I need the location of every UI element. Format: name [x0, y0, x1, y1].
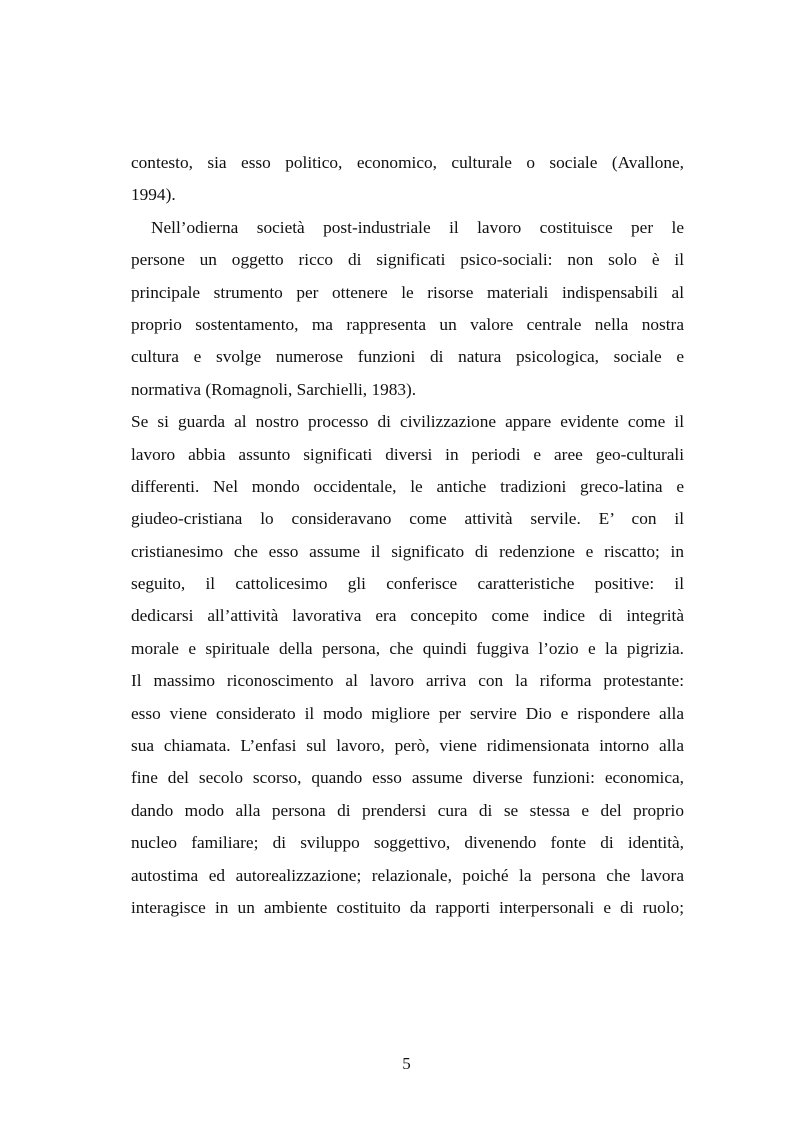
text-line: Se si guarda al nostro processo di civilizzazione appare evidente come il	[131, 412, 684, 432]
text-line: Il massimo riconoscimento al lavoro arriva con la riforma protestante:	[131, 671, 684, 691]
text-line: esso viene considerato il modo migliore per servire Dio e rispondere alla	[131, 703, 684, 723]
text-line: persone un oggetto ricco di significati psico-sociali: non solo è il	[131, 250, 684, 270]
text-line: giudeo-cristiana lo consideravano come attività servile. E’ con il	[131, 509, 684, 529]
text-line: autostima ed autorealizzazione; relazionale, poiché la persona che lavora	[131, 865, 684, 885]
text-line: interagisce in un ambiente costituito da rapporti interpersonali e di ruolo;	[131, 897, 684, 917]
text-line: seguito, il cattolicesimo gli conferisce caratteristiche positive: il	[131, 574, 684, 594]
text-line: 1994).	[131, 185, 176, 205]
text-line: lavoro abbia assunto significati diversi in periodi e aree geo-culturali	[131, 444, 684, 464]
paragraph-3	[131, 406, 684, 924]
text-line: contesto, sia esso politico, economico, culturale o sociale (Avallone,	[131, 153, 684, 172]
text-line: normativa (Romagnoli, Sarchielli, 1983).	[131, 379, 417, 399]
text-line: proprio sostentamento, ma rappresenta un valore centrale nella nostra	[131, 314, 684, 334]
text-line: Nell’odierna società post-industriale il lavoro costituisce per le	[151, 217, 684, 237]
text-line: cristianesimo che esso assume il significato di redenzione e riscatto; in	[131, 541, 684, 561]
text-line: fine del secolo scorso, quando esso assume diverse funzioni: economica,	[131, 768, 684, 788]
paragraph-1	[131, 147, 684, 212]
text-line: morale e spirituale della persona, che quindi fuggiva l’ozio e la pigrizia.	[131, 638, 684, 658]
page-number: 5	[402, 1054, 411, 1073]
text-line: nucleo familiare; di sviluppo soggettivo, divenendo fonte di identità,	[131, 833, 684, 853]
page-body	[131, 147, 684, 924]
text-line: cultura e svolge numerose funzioni di natura psicologica, sociale e	[131, 347, 684, 367]
paragraph-2	[131, 212, 684, 406]
text-line: dedicarsi all’attività lavorativa era concepito come indice di integrità	[131, 606, 684, 626]
text-line: dando modo alla persona di prendersi cura di se stessa e del proprio	[131, 800, 684, 820]
text-line: sua chiamata. L’enfasi sul lavoro, però, viene ridimensionata intorno alla	[131, 736, 684, 756]
text-line: differenti. Nel mondo occidentale, le antiche tradizioni greco-latina e	[131, 476, 684, 496]
text-line: principale strumento per ottenere le risorse materiali indispensabili al	[131, 282, 684, 302]
